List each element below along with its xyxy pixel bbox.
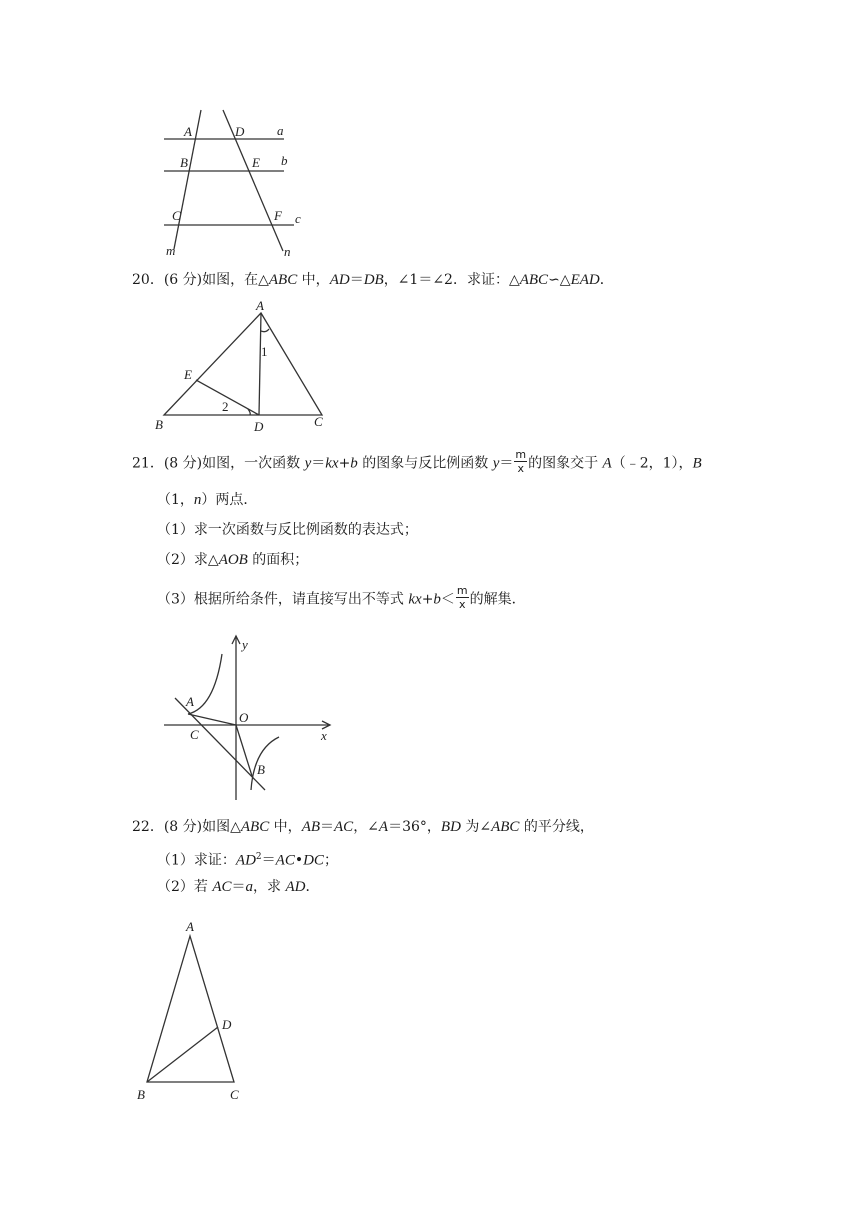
question-21-part2: （2）求△AOB 的面积； <box>157 552 309 568</box>
figure-function-graph <box>158 632 348 804</box>
label-D: D <box>254 419 264 434</box>
label-C: C <box>230 1087 239 1102</box>
label-1: 1 <box>261 344 268 359</box>
label-B: B <box>257 762 265 777</box>
label-O: O <box>239 710 249 725</box>
figure-triangle-q20 <box>150 298 340 433</box>
label-x: x <box>321 728 327 743</box>
label-D: D <box>222 1017 232 1032</box>
hyperbola-branch-lower-right <box>251 737 279 790</box>
label-F: F <box>274 208 282 223</box>
figure-isosceles-triangle <box>130 916 260 1108</box>
fraction-m-over-x: $\frac{m}{x}$ <box>456 584 468 611</box>
label-E: E <box>252 155 260 170</box>
figure-parallel-lines <box>160 108 320 258</box>
question-number: 20． <box>132 272 164 288</box>
question-number: 21． <box>132 455 164 472</box>
label-C: C <box>314 414 323 429</box>
label-B: B <box>180 155 188 170</box>
line-n <box>223 110 283 251</box>
label-B: B <box>155 417 163 432</box>
question-22-part1: （1）求证：$AD^2=AC•DC$； <box>157 852 338 869</box>
label-n: n <box>284 244 291 259</box>
question-21-part3: （3）根据所给条件，请直接写出不等式 kx+b＜ $\frac{m}{x}$ 的解集． <box>157 584 526 611</box>
question-21-line1: 21．(8 分)如图，一次函数 y＝kx+b 的图象与反比例函数 y＝ $\frac{m}{x}$ 的图象交于 A（﹣2，1），B <box>132 448 702 475</box>
segment-BD <box>147 1027 218 1082</box>
label-a: a <box>277 123 284 138</box>
question-22-line1: 22．(8 分)如图△ABC 中，AB＝AC，∠A＝36°，BD 为∠ABC 的平分线， <box>132 819 594 835</box>
question-20: 20．(6 分)如图，在△ABC 中，AD＝DB，∠1＝∠2．求证：△ABC∽△EAD． <box>132 272 614 288</box>
label-D: D <box>235 124 245 139</box>
label-A: A <box>186 694 194 709</box>
label-A: A <box>256 298 264 313</box>
label-C: C <box>190 727 199 742</box>
label-A: A <box>184 124 192 139</box>
triangle-ABC <box>164 313 322 415</box>
label-C: C <box>172 208 181 223</box>
label-B: B <box>137 1087 145 1102</box>
label-b: b <box>281 153 288 168</box>
label-E: E <box>184 367 192 382</box>
label-2: 2 <box>222 399 229 414</box>
label-m: m <box>166 243 176 258</box>
question-22-part2: （2）若 AC＝a，求 AD． <box>157 879 320 895</box>
segment-AD <box>259 313 261 415</box>
question-21-part1: （1）求一次函数与反比例函数的表达式； <box>157 522 418 538</box>
label-y: y <box>242 637 248 652</box>
label-A: A <box>186 919 194 934</box>
linear-function-line <box>175 698 265 790</box>
triangle-ABC <box>147 936 234 1082</box>
question-number: 22． <box>132 819 164 835</box>
fraction-m-over-x: $\frac{m}{x}$ <box>515 448 527 475</box>
question-21-line2: （1，n）两点． <box>157 492 258 508</box>
label-c: c <box>295 211 301 226</box>
angle-1-mark <box>261 329 269 332</box>
